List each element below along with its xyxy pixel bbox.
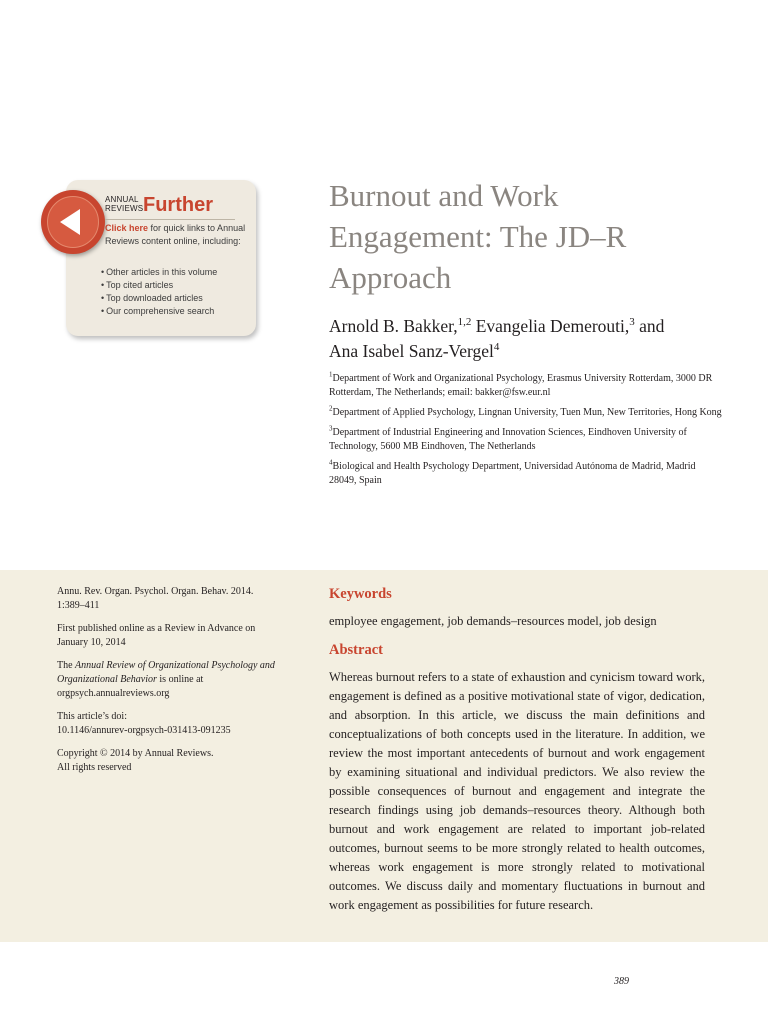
author-name: Ana Isabel Sanz-Vergel [329, 341, 494, 361]
article-title: Burnout and Work Engagement: The JD–R Approach [329, 178, 627, 295]
further-description-text: for quick links to Annual Reviews content online, including: [105, 223, 246, 246]
keywords-abstract [329, 584, 705, 915]
further-link-button[interactable] [41, 190, 105, 254]
author-name: Evangelia Demerouti, [475, 316, 630, 336]
citation: Annu. Rev. Organ. Psychol. Organ. Behav. 2014. 1:389–411 [57, 586, 254, 611]
affiliation-item [329, 460, 724, 488]
affiliation-item [329, 406, 724, 420]
further-link-item[interactable]: • Top cited articles [101, 279, 217, 292]
copyright [57, 747, 282, 775]
click-here-link[interactable]: Click here [105, 223, 149, 233]
author-list [329, 314, 729, 364]
journal-note-suffix: is online at orgpsych.annualreviews.org [57, 674, 204, 699]
affiliation-item [329, 426, 724, 454]
further-link-list [101, 266, 217, 318]
further-logo-word: Further [143, 194, 213, 216]
affiliation-text: Biological and Health Psychology Department, Universidad Autónoma de Madrid, Madrid 28049, Spain [329, 461, 696, 486]
journal-online-note [57, 659, 282, 701]
author-conjunction: and [639, 316, 665, 336]
copyright-text: Copyright © 2014 by Annual Reviews. [57, 748, 214, 759]
page-number: 389 [614, 976, 629, 987]
affiliation-item [329, 372, 724, 400]
affiliation-text: Department of Industrial Engineering and Innovation Sciences, Eindhoven University of Technology, 5600 MB Eindhoven, The Netherlands [329, 427, 687, 452]
annual-reviews-logo-annual: ANNUAL [105, 195, 139, 204]
journal-note-prefix: The [57, 660, 76, 671]
affiliation-text: Department of Applied Psychology, Lingnan University, Tuen Mun, New Territories, Hong Kong [332, 407, 722, 418]
author-affil-ref: 4 [493, 341, 500, 354]
doi-value[interactable]: 10.1146/annurev-orgpsych-031413-091235 [57, 725, 231, 736]
author-name: Arnold B. Bakker, [329, 316, 458, 336]
affiliation-list [329, 372, 724, 494]
journal-name: Annual Review of Organizational Psychology and Organizational Behavior [57, 660, 275, 685]
doi-block [57, 710, 282, 738]
further-link-item[interactable]: • Other articles in this volume [101, 266, 217, 279]
abstract-text: Whereas burnout refers to a state of exhaustion and cynicism toward work, engagement is defined as a positive motivational state of vigor, dedication, and absorption. In this article, we discuss the main definitions and conceptualizations of both concepts used in the literature. In addition, we review the most important antecedents of burnout and work engagement by examining situational and individual predictors. We also review the possible consequences of burnout and engagement and integrate the research findings using job demands–resources theory. Although both burnout and work engagement are related to important job-related outcomes, burnout seems to be more strongly related to health outcomes, whereas work engagement is more strongly related to motivational outcomes. We discuss daily and momentary fluctuations in burnout and work engagement as possibilities for future research. [329, 670, 705, 912]
annual-reviews-logo-reviews: REVIEWS [105, 204, 144, 213]
first-published: First published online as a Review in Advance on January 10, 2014 [57, 623, 256, 648]
author-affil-ref: 1,2 [457, 316, 472, 329]
keywords-heading: Keywords [329, 586, 392, 602]
further-link-item[interactable]: • Our comprehensive search [101, 305, 217, 318]
affiliation-number: 3 [329, 424, 333, 433]
further-description [105, 222, 255, 247]
keywords-text: employee engagement, job demands–resources model, job design [329, 614, 657, 628]
author-affil-ref: 3 [629, 316, 635, 329]
abstract-heading: Abstract [329, 642, 383, 658]
rights-text: All rights reserved [57, 762, 132, 773]
further-divider [105, 219, 235, 220]
doi-label: This article’s doi: [57, 711, 127, 722]
affiliation-number: 4 [329, 458, 333, 467]
article-metadata [57, 585, 282, 784]
play-left-icon [55, 204, 91, 240]
affiliation-number: 2 [329, 404, 333, 413]
affiliation-number: 1 [329, 370, 333, 379]
further-link-item[interactable]: • Top downloaded articles [101, 292, 217, 305]
affiliation-text: Department of Work and Organizational Psychology, Erasmus University Rotterdam, 3000 DR Rotterdam, The Netherlands; email: bakker@fsw.eur.nl [329, 373, 713, 398]
